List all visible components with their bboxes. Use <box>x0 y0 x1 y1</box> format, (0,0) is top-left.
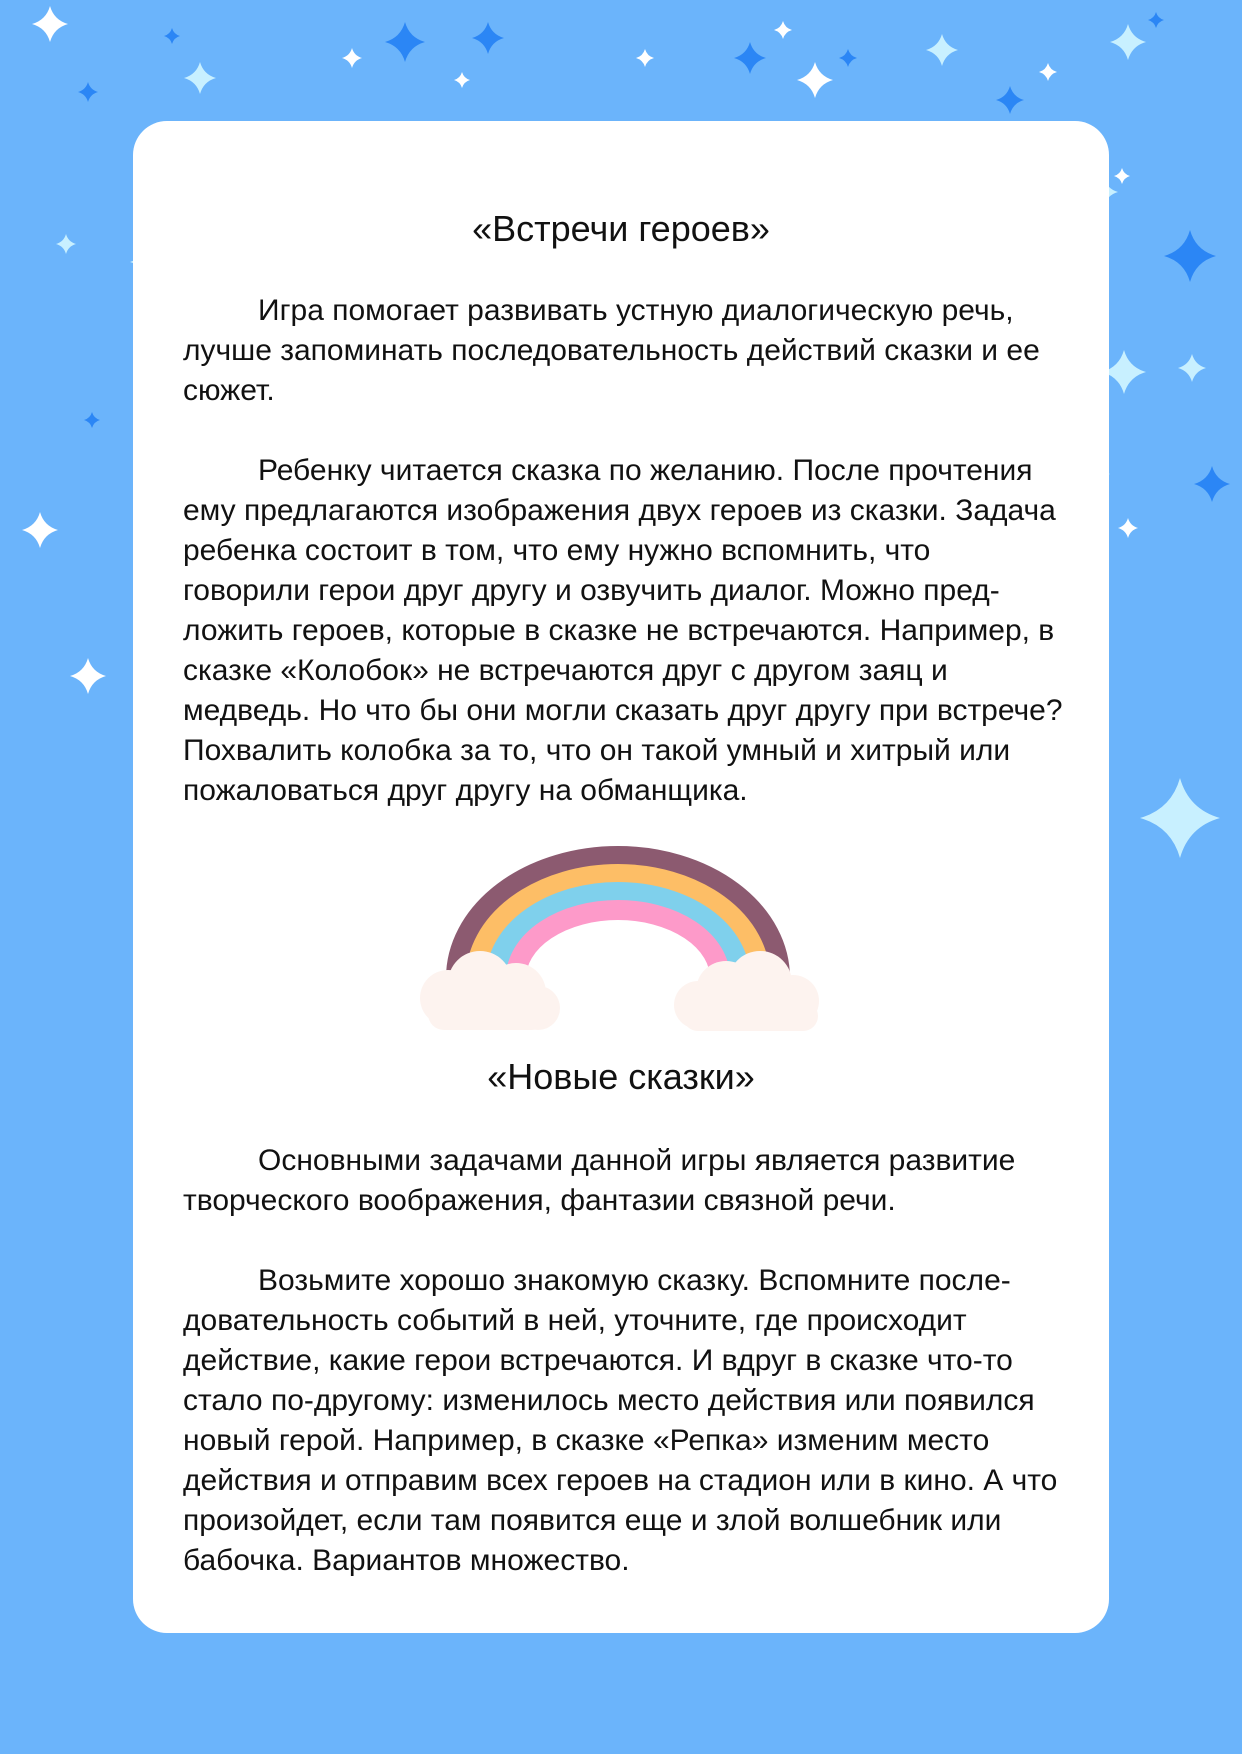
cloud-right <box>674 951 819 1031</box>
section-2-paragraph-1: Основными задачами данной игры является развитие творческого воображения, фантазии связной речи. <box>183 1144 1016 1217</box>
sparkle-star-icon <box>32 6 68 42</box>
sparkle-star-icon <box>1140 778 1220 858</box>
sparkle-star-icon <box>1118 518 1138 538</box>
sparkle-star-icon <box>734 42 766 74</box>
sparkle-star-icon <box>84 412 100 428</box>
sparkle-star-icon <box>164 28 180 44</box>
sparkle-star-icon <box>1178 354 1206 382</box>
sparkle-star-icon <box>22 512 58 548</box>
section-1-paragraph-2: Ребенку читается сказка по желанию. После прочтения ему предлагаются изображения двух героев из сказки. Задача ребенка состоит в том, что ему нужно вспомнить, что говорили герои друг другу и озвучить диалог. Можно предложить героев, которые в сказке не встречаются. Например, в сказке «Колобок» не встречаются друг с другом заяц и медведь. Но что бы они могли сказать друг другу при встрече? Похвалить колобка за то, что он такой умный и хитрый или пожаловаться друг другу на обманщика. <box>183 454 1063 807</box>
sparkle-star-icon <box>636 49 654 67</box>
sparkle-star-icon <box>797 62 833 98</box>
sparkle-star-icon <box>184 62 216 94</box>
sparkle-star-icon <box>1164 230 1216 282</box>
sparkle-star-icon <box>1110 24 1146 60</box>
content-card <box>133 121 1109 1633</box>
cloud-left <box>420 951 560 1030</box>
rainbow-band-pink <box>516 910 720 978</box>
sparkle-star-icon <box>1194 466 1230 502</box>
sparkle-star-icon <box>472 22 504 54</box>
sparkle-star-icon <box>385 22 425 62</box>
sparkle-star-icon <box>839 49 857 67</box>
sparkle-star-icon <box>1148 12 1164 28</box>
sparkle-star-icon <box>342 48 362 68</box>
rainbow-clouds-illustration <box>408 833 828 1033</box>
sparkle-star-icon <box>926 34 958 66</box>
sparkle-star-icon <box>454 72 470 88</box>
sparkle-star-icon <box>996 86 1024 114</box>
section-2-paragraph-2: Возьмите хорошо знакомую сказку. Вспомните последовательность событий в ней, уточните, где происходит действие, какие герои встречаются. И вдруг в сказке что-то стало по-другому: изменилось место действия или появился новый герой. Например, в сказке «Репка» изменим место действия и отправим всех героев на стадион или в кино. А что произойдет, если там появится еще и злой волшебник или бабочка. Вариантов множество. <box>183 1264 1058 1577</box>
sparkle-star-icon <box>1039 63 1057 81</box>
sparkle-star-icon <box>1114 168 1130 184</box>
sparkle-star-icon <box>78 82 98 102</box>
section-title-heroes-meeting: «Встречи героев» <box>472 208 770 249</box>
sparkle-star-icon <box>56 234 76 254</box>
sparkle-star-icon <box>774 21 792 39</box>
section-title-new-tales: «Новые сказки» <box>487 1056 755 1097</box>
section-1-paragraph-1: Игра помогает развивать устную диалогическую речь, лучше запоминать последовательность действий сказки и ее сюжет. <box>183 294 1040 407</box>
sparkle-star-icon <box>70 658 106 694</box>
